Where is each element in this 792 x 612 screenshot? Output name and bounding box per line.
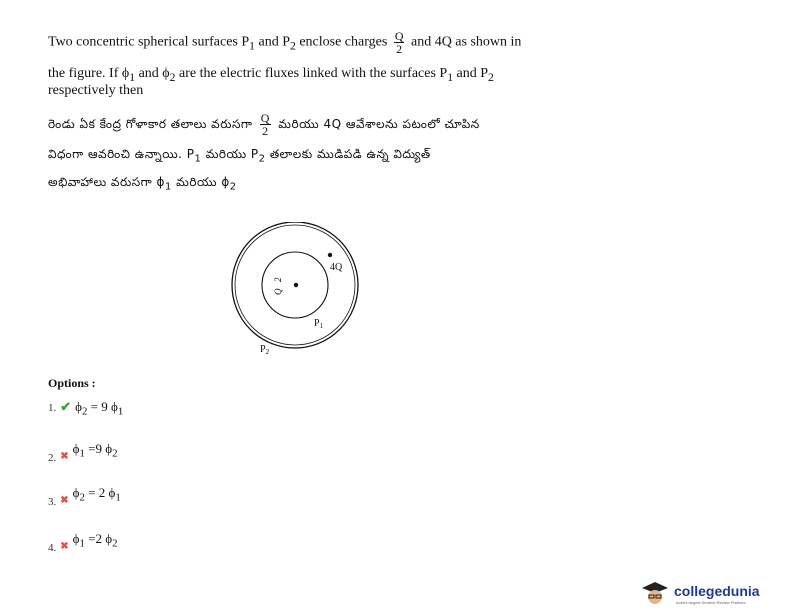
option-1[interactable] bbox=[48, 398, 123, 418]
question-text: enclose charges bbox=[295, 34, 388, 50]
fraction-numerator: Q bbox=[394, 29, 404, 43]
option-number: 3. bbox=[48, 496, 57, 508]
question-line-1 bbox=[48, 30, 521, 55]
phi-symbol: ϕ bbox=[75, 399, 82, 414]
telugu-line-1 bbox=[48, 112, 480, 137]
cross-icon: ✖ bbox=[60, 451, 69, 462]
subscript: 1 bbox=[249, 39, 255, 53]
telugu-text: మరియు ϕ bbox=[171, 175, 230, 189]
logo-tagline: India's largest Student Review Platform bbox=[676, 600, 746, 605]
operator: = 9 bbox=[87, 399, 112, 414]
question-text: the figure. If ϕ bbox=[48, 66, 130, 81]
fraction-numerator: Q bbox=[260, 111, 270, 125]
option-2[interactable] bbox=[48, 440, 118, 464]
outer-sphere-label bbox=[260, 344, 270, 356]
cross-icon: ✖ bbox=[60, 495, 69, 506]
telugu-text: మరియు P bbox=[201, 147, 259, 161]
telugu-text: మరియు 4Q ఆవేశాలను పటంలో చూపిన bbox=[278, 117, 480, 131]
subscript: 1 bbox=[79, 447, 85, 460]
telugu-text: అభివాహాలు వరుసగా ϕ bbox=[48, 175, 165, 189]
option-text bbox=[72, 441, 118, 460]
fraction-denominator: 2 bbox=[262, 124, 269, 138]
subscript: 2 bbox=[112, 537, 118, 550]
subscript: 2 bbox=[169, 70, 176, 84]
option-number: 2. bbox=[48, 452, 57, 464]
subscript: 1 bbox=[79, 537, 85, 550]
graduate-avatar-icon bbox=[640, 580, 670, 606]
telugu-line-3 bbox=[48, 175, 237, 192]
phi-symbol: ϕ bbox=[105, 441, 113, 456]
telugu-text: తలాలకు ముడిపడి ఉన్న విద్యుత్ bbox=[265, 147, 431, 161]
question-text: and P bbox=[453, 66, 489, 81]
phi-symbol: ϕ bbox=[72, 485, 80, 500]
subscript: 1 bbox=[194, 153, 202, 165]
subscript: 1 bbox=[447, 70, 454, 84]
subscript: 2 bbox=[258, 153, 266, 165]
question-line-3: respectively then bbox=[48, 83, 144, 98]
label-letter: P bbox=[314, 318, 320, 329]
phi-symbol: ϕ bbox=[105, 531, 113, 546]
question-line-2 bbox=[48, 67, 494, 83]
subscript: 2 bbox=[229, 181, 237, 193]
cross-icon: ✖ bbox=[60, 541, 69, 552]
question-text: and 4Q as shown in bbox=[410, 34, 522, 50]
subscript: 1 bbox=[129, 70, 136, 84]
fraction-denominator: 2 bbox=[396, 42, 403, 56]
subscript: 2 bbox=[488, 70, 494, 84]
outer-charge-label: 4Q bbox=[330, 262, 343, 273]
options-title: Options : bbox=[48, 376, 96, 390]
fraction-q-over-2 bbox=[260, 112, 271, 137]
inner-charge-dot bbox=[294, 283, 298, 287]
telugu-text: విధంగా ఆవరించి ఉన్నాయి. P bbox=[48, 147, 195, 161]
phi-symbol: ϕ bbox=[72, 531, 80, 546]
operator: =2 bbox=[84, 531, 106, 546]
collegedunia-logo bbox=[640, 580, 790, 608]
phi-symbol: ϕ bbox=[72, 441, 80, 456]
subscript: 2 bbox=[82, 405, 88, 418]
inner-charge-den: 2 bbox=[273, 277, 283, 282]
option-number: 1. bbox=[48, 402, 57, 414]
question-text: Two concentric spherical surfaces P bbox=[48, 34, 250, 50]
telugu-line-2 bbox=[48, 147, 431, 164]
question-text: and P bbox=[255, 34, 290, 50]
fraction-q-over-2 bbox=[394, 30, 405, 55]
option-text bbox=[75, 399, 124, 418]
inner-charge-label bbox=[273, 277, 283, 295]
logo-wordmark: collegedunia bbox=[674, 583, 760, 599]
phi-symbol: ϕ bbox=[111, 399, 118, 414]
subscript: 2 bbox=[290, 39, 296, 53]
operator: = 2 bbox=[84, 485, 109, 500]
telugu-text: రెండు ఏక కేంద్ర గోళాకార తలాలు వరుసగా bbox=[48, 117, 253, 131]
option-4[interactable] bbox=[48, 530, 118, 554]
subscript: 1 bbox=[164, 181, 172, 193]
option-text bbox=[72, 531, 118, 550]
inner-sphere-label bbox=[314, 318, 324, 330]
label-letter: P bbox=[260, 344, 266, 355]
concentric-spheres-figure bbox=[230, 222, 360, 357]
question-text: are the electric fluxes linked with the surfaces P bbox=[175, 66, 448, 81]
subscript: 1 bbox=[115, 491, 121, 504]
label-subscript: 2 bbox=[265, 348, 270, 356]
label-subscript: 1 bbox=[319, 322, 324, 330]
check-icon: ✔ bbox=[60, 399, 72, 414]
inner-charge-num: Q bbox=[273, 288, 283, 295]
subscript: 2 bbox=[79, 491, 85, 504]
option-number: 4. bbox=[48, 542, 57, 554]
option-text bbox=[72, 485, 121, 504]
question-text: and ϕ bbox=[135, 66, 170, 81]
subscript: 2 bbox=[112, 447, 118, 460]
outer-charge-dot bbox=[328, 253, 332, 257]
option-3[interactable] bbox=[48, 484, 121, 508]
phi-symbol: ϕ bbox=[108, 485, 116, 500]
subscript: 1 bbox=[117, 405, 124, 418]
operator: =9 bbox=[84, 441, 106, 456]
